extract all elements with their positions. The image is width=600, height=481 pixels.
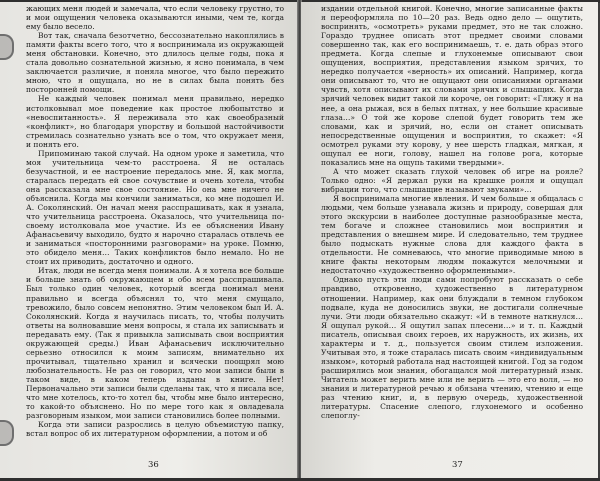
right-page-text: [321, 4, 583, 420]
paragraph: Когда эти записи разрослись в целую объемистую папку, встал вопрос об их литературном оформлении, а потом и об: [26, 420, 284, 439]
paragraph: Я воспринимала многие явления. И чем больше я общалась с людьми, чем больше узнавала жизнь и природу, совершая для этого экскурсии в наиболее доступные разнообразные места, тем богаче и сложнее становились мои восприятия и представления о внешнем мире. И следовательно, тем труднее было подыскать нужные слова для каждого факта в отдельности. Не сомневаюсь, что многие приводимые мною в книге факты некоторым людям покажутся мелочными и недостаточно «художественно оформленными».: [321, 193, 583, 276]
paragraph: А что может сказать глухой человек об игре на рояле? Только одно: «Я держал руки на крышке рояля и ощущал вибрации того, что слышащие называют звуками»…: [321, 166, 583, 194]
binder-ring: [0, 34, 14, 60]
paragraph: Не каждый человек понимал меня правильно, нередко истолковывал мое поведение как простое любопытство и «невоспитанность». Я переживала это как своеобразный «конфликт», но благодаря упорству и большой настойчивости стремилась сознательно узнать все о том, что окружает меня, и понять его.: [26, 94, 284, 149]
paragraph: Вот так, сначала безотчетно, бессознательно накоплялись в памяти факты всего того, что я воспринимала из окружающей меня обстановки. Конечно, это длилось целые годы, пока я стала довольно сознательной жизнью, я ясно понимала, в чем заключается различие, я поняла многое, что было пережито мною, что я ощущала, но не в силах была понять без посторонней помощи.: [26, 31, 284, 95]
paragraph: издании отдельной книгой. Конечно, многие записанные факты я переоформляла по 10—20 раз. Ведь одно дело — ощутить, воспринять, «осмотреть» руками предмет, это не так сложно. Гораздо труднее описать этот предмет своими словами совершенно так, как его воспринимаешь, т. е. дать образ этого предмета. Когда слепые и глухонемые описывают свои ощущения, восприятия, представления языком зрячих, то нередко получается «верность» их описаний. Например, когда они описывают то, что не ощущают они описаниями органами чувств, хотя описывают их словами зрячих и слышащих. Когда зрячий человек видит такой ли короче, он говорит: «Гляжу я на нее, а она рыжая, вся в белых пятнах, у нее большие красивые глаза…» О той же корове слепой будет говорить тем же словами, как и зрячий, но, если он станет описывать непосредственные ощущения и восприятия, то скажет: «Я осмотрел руками эту корову, у нее шерсть гладкая, мягкая, я ощупал ее ноги, голову, нашел на голове рога, которые показались мне на ощупь такими твердыми».: [321, 4, 583, 167]
binder-ring: [0, 420, 14, 446]
paragraph: жающих меня людей и замечала, что если человеку грустно, то и мои ощущения человека оказываются иными, чем те, когда ему было весело.: [26, 4, 284, 32]
paragraph: Припоминаю такой случай. На одном уроке я заметила, что моя учительница чем-то расстроена. Я не осталась безучастной, и ее настроение передалось мне. Я, как могла, старалась передать ей свое сочувствие и очень хотела, чтобы она рассказала мне свое состояние. Но она мне ничего не объяснила. Когда мы кончили заниматься, ко мне подошел И. А. Соколянский. Он начал меня расспрашивать, как я узнала, что учительница расстроена. Оказалось, что учительница по-своему истолковала мое участие. Из ее объяснения Ивану Афанасьевичу выходило, будто я нарочно старалась отвлечь ее и заниматься «посторонними разговорами» на уроке. Помню, это обидело меня… Таких конфликтов было немало. Но не стоит их приводить, достаточно и одного.: [26, 148, 284, 267]
right-page: [301, 2, 598, 478]
left-page-text: [26, 4, 284, 438]
page-number: 36: [148, 460, 159, 470]
page-number: 37: [452, 460, 463, 470]
left-page: [0, 2, 298, 478]
paragraph: Однако пусть эти люди сами попробуют рассказать о себе правдиво, откровенно, художественно в литературном отношении. Например, как они блуждали в темном глубоком подвале, куда не доносились звуки, не достигали солнечные лучи. Эти люди обязательно скажут: «И в темноте наткнулся… Я ощупал рукой… Я ощутил запах плесени…» и т. п. Каждый писатель, описывая своих героев, их наружность, их жизнь, их характеры и т. д., пользуется своим стилем изложения. Учитывая это, я тоже старалась писать своим «индивидуальным языком», который работала над настоящей книгой. Год за годом расширялись мои знания, обогащался мой литературный язык. Читатель может верить мне или не верить — это его воля, — но знания и литературной речью я обязана чтению, чтению и еще раз чтению книг, и, в первую очередь, художественной литературы. Спасение слепого, глухонемого и особенно слепоглу-: [321, 275, 583, 421]
paragraph: Итак, люди не всегда меня понимали. А я хотела все больше и больше знать об окружающем и обо всем расспрашивала. Был только один человек, который всегда понимал меня правильно и всегда объяснял то, что меня смущало, тревожило, было совсем непонятно. Этим человеком был И. А. Соколянский. Когда я научилась писать, то, чтобы получить ответы на волновавшие меня вопросы, я стала их записывать и передавать ему. (Так я привыкла записывать свои восприятия окружающей среды.) Иван Афанасьевич исключительно серьезно относился к моим записям, внимательно их прочитывал, тщательно хранил и всячески поощрял мою любознательность. Не раз он говорил, что мои записи были в таком виде, в каком теперь изданы в книге. Нет! Первоначально эти записи были сделаны так, что я писала все, что мне хотелось, кто-то хотел бы, чтобы мне было интересно, то какой-то объяснено. Но по мере того как я овладевала разговорным языком, мои записи становились более полными.: [26, 266, 284, 421]
